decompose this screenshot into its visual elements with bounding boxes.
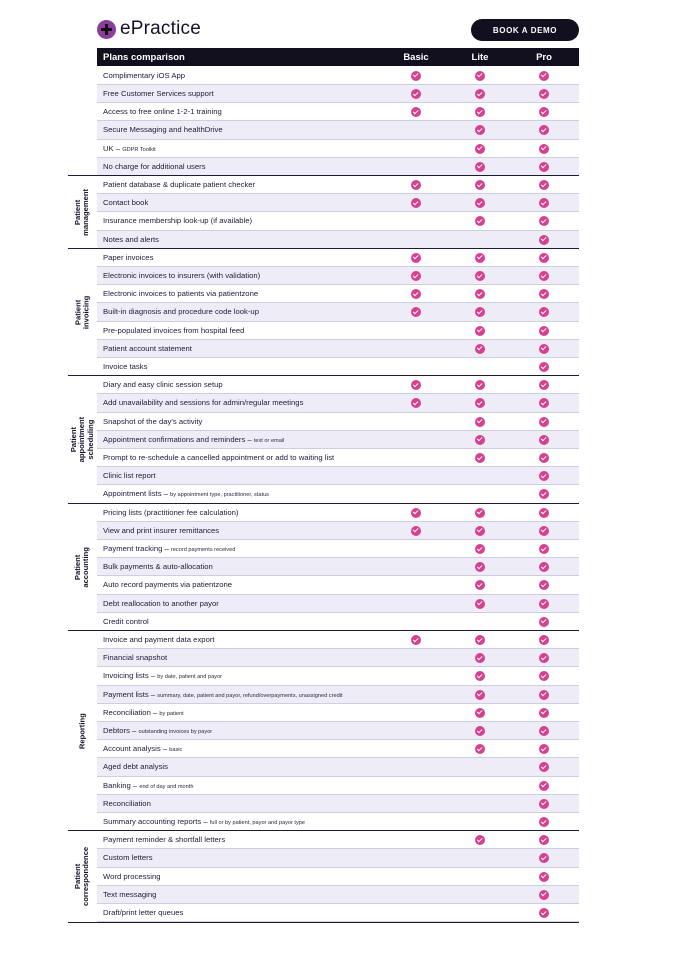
feature-label bbox=[103, 89, 214, 98]
check-icon-pro bbox=[539, 799, 549, 809]
feature-label bbox=[103, 380, 223, 389]
book-demo-button[interactable]: BOOK A DEMO bbox=[471, 19, 579, 41]
check-icon-lite bbox=[475, 162, 485, 172]
table-row bbox=[97, 413, 579, 431]
section-divider bbox=[68, 922, 579, 923]
feature-note: basic bbox=[169, 747, 183, 754]
check-icon-pro bbox=[539, 580, 549, 590]
check-icon-pro bbox=[539, 180, 549, 190]
check-icon-pro bbox=[539, 653, 549, 663]
check-icon-pro bbox=[539, 744, 549, 754]
feature-label bbox=[103, 671, 222, 680]
feature-label bbox=[103, 398, 303, 407]
check-icon-pro bbox=[539, 198, 549, 208]
check-icon-pro bbox=[539, 726, 549, 736]
check-icon-pro bbox=[539, 853, 549, 863]
feature-label bbox=[103, 253, 153, 262]
section-label bbox=[68, 376, 97, 503]
feature-label bbox=[103, 526, 219, 535]
table-row bbox=[97, 303, 579, 321]
feature-name: Debt reallocation to another payor bbox=[103, 598, 219, 608]
check-icon-pro bbox=[539, 671, 549, 681]
check-icon-pro bbox=[539, 562, 549, 572]
section-label-text: Patient accounting bbox=[73, 547, 91, 588]
feature-name: Appointment lists – bbox=[103, 489, 171, 499]
section-divider bbox=[68, 248, 579, 249]
check-icon-lite bbox=[475, 398, 485, 408]
feature-label bbox=[103, 435, 284, 444]
feature-name: UK – bbox=[103, 143, 123, 153]
check-icon-lite bbox=[475, 544, 485, 554]
feature-note: text or email bbox=[253, 437, 285, 444]
table-row bbox=[97, 886, 579, 904]
feature-label bbox=[103, 508, 238, 517]
feature-label bbox=[103, 544, 235, 553]
feature-label bbox=[103, 781, 193, 790]
feature-name: Invoicing lists – bbox=[103, 671, 158, 681]
check-icon-pro bbox=[539, 107, 549, 117]
table-row bbox=[97, 358, 579, 376]
section-label bbox=[68, 249, 97, 376]
feature-note: outstanding invoices by payor bbox=[138, 729, 213, 735]
feature-name: Financial snapshot bbox=[103, 653, 168, 663]
feature-name: Access to free online 1-2-1 training bbox=[103, 107, 222, 117]
check-icon-pro bbox=[539, 835, 549, 845]
feature-name: Free Customer Services support bbox=[103, 89, 214, 98]
table-row bbox=[97, 540, 579, 558]
check-icon-basic bbox=[411, 526, 421, 536]
check-icon-lite bbox=[475, 835, 485, 845]
feature-name: Diary and easy clinic session setup bbox=[103, 380, 223, 390]
table-row bbox=[97, 704, 579, 722]
feature-label bbox=[103, 71, 185, 80]
feature-name: Contact book bbox=[103, 198, 149, 208]
check-icon-lite bbox=[475, 144, 485, 154]
section-label-text: Patient appointment scheduling bbox=[68, 417, 95, 463]
table-row bbox=[97, 103, 579, 121]
feature-name: Banking – bbox=[103, 780, 140, 790]
table-row bbox=[97, 340, 579, 358]
check-icon-lite bbox=[475, 271, 485, 281]
check-icon-basic bbox=[411, 107, 421, 117]
table-row bbox=[97, 631, 579, 649]
feature-label bbox=[103, 180, 255, 189]
section-label-text: Reporting bbox=[77, 713, 87, 750]
check-icon-pro bbox=[539, 435, 549, 445]
feature-name: Debtors – bbox=[103, 726, 139, 735]
check-icon-basic bbox=[411, 180, 421, 190]
feature-name: Payment reminder & shortfall letters bbox=[103, 835, 226, 845]
feature-label bbox=[103, 289, 258, 298]
feature-label bbox=[103, 708, 184, 717]
table-row bbox=[97, 449, 579, 467]
feature-label bbox=[103, 580, 232, 589]
check-icon-pro bbox=[539, 235, 549, 245]
check-icon-pro bbox=[539, 71, 549, 81]
feature-label bbox=[103, 271, 260, 280]
table-row bbox=[97, 158, 579, 176]
check-icon-lite bbox=[475, 653, 485, 663]
check-icon-lite bbox=[475, 344, 485, 354]
check-icon-pro bbox=[539, 599, 549, 609]
table-row bbox=[97, 394, 579, 412]
check-icon-basic bbox=[411, 380, 421, 390]
check-icon-pro bbox=[539, 890, 549, 900]
feature-label bbox=[103, 344, 192, 353]
check-icon-pro bbox=[539, 417, 549, 427]
table-row bbox=[97, 485, 579, 503]
table-row bbox=[97, 813, 579, 831]
feature-name: Auto record payments via patientzone bbox=[103, 580, 233, 590]
feature-name: Aged debt analysis bbox=[103, 762, 168, 772]
feature-label bbox=[103, 326, 244, 335]
section-label-text: Patient invoicing bbox=[73, 295, 91, 330]
check-icon-lite bbox=[475, 125, 485, 135]
table-row bbox=[97, 67, 579, 85]
check-icon-lite bbox=[475, 435, 485, 445]
check-icon-basic bbox=[411, 398, 421, 408]
feature-label bbox=[103, 853, 153, 862]
table-row bbox=[97, 467, 579, 485]
feature-label bbox=[103, 617, 149, 626]
feature-label bbox=[103, 635, 215, 644]
check-icon-lite bbox=[475, 508, 485, 518]
table-row bbox=[97, 831, 579, 849]
table-row bbox=[97, 267, 579, 285]
feature-name: Credit control bbox=[103, 616, 149, 626]
table-row bbox=[97, 140, 579, 158]
check-icon-lite bbox=[475, 726, 485, 736]
check-icon-lite bbox=[475, 453, 485, 463]
table-row bbox=[97, 212, 579, 230]
table-row bbox=[97, 231, 579, 249]
table-title: Plans comparison bbox=[103, 52, 185, 63]
check-icon-lite bbox=[475, 380, 485, 390]
check-icon-basic bbox=[411, 508, 421, 518]
column-header-basic: Basic bbox=[403, 52, 429, 63]
table-row bbox=[97, 376, 579, 394]
feature-label bbox=[103, 489, 269, 498]
check-icon-pro bbox=[539, 289, 549, 299]
feature-label bbox=[103, 599, 219, 608]
table-row bbox=[97, 868, 579, 886]
feature-label bbox=[103, 799, 151, 808]
check-icon-pro bbox=[539, 453, 549, 463]
feature-label bbox=[103, 562, 213, 571]
section-label bbox=[68, 631, 97, 831]
plus-circle-logo-icon bbox=[97, 20, 116, 39]
feature-name: Built-in diagnosis and procedure code look-up bbox=[103, 307, 259, 317]
feature-note: full or by patient, payor and payor type bbox=[209, 820, 305, 826]
section-label bbox=[68, 831, 97, 922]
check-icon-lite bbox=[475, 708, 485, 718]
feature-name: Summary accounting reports – bbox=[103, 817, 210, 826]
table-row bbox=[97, 121, 579, 139]
section-label-text: Patient management bbox=[73, 188, 91, 236]
feature-name: Prompt to re-schedule a cancelled appointment or add to waiting list bbox=[103, 453, 335, 462]
table-row bbox=[97, 686, 579, 704]
check-icon-pro bbox=[539, 508, 549, 518]
feature-name: Add unavailability and sessions for admin/regular meetings bbox=[103, 398, 304, 408]
check-icon-lite bbox=[475, 671, 485, 681]
section-divider bbox=[68, 830, 579, 831]
check-icon-pro bbox=[539, 326, 549, 336]
check-icon-pro bbox=[539, 362, 549, 372]
table-row bbox=[97, 85, 579, 103]
feature-label bbox=[103, 362, 147, 371]
logo[interactable] bbox=[97, 18, 201, 40]
feature-label bbox=[103, 690, 342, 699]
section-label bbox=[68, 176, 97, 249]
check-icon-lite bbox=[475, 417, 485, 427]
table-row bbox=[97, 758, 579, 776]
check-icon-lite bbox=[475, 635, 485, 645]
check-icon-lite bbox=[475, 71, 485, 81]
check-icon-lite bbox=[475, 216, 485, 226]
check-icon-basic bbox=[411, 289, 421, 299]
feature-note: GDPR Toolkit bbox=[122, 146, 156, 153]
feature-label bbox=[103, 144, 156, 153]
feature-label bbox=[103, 872, 161, 881]
table-row bbox=[97, 595, 579, 613]
check-icon-pro bbox=[539, 781, 549, 791]
check-icon-basic bbox=[411, 271, 421, 281]
check-icon-pro bbox=[539, 144, 549, 154]
check-icon-pro bbox=[539, 125, 549, 135]
table-row bbox=[97, 777, 579, 795]
check-icon-lite bbox=[475, 198, 485, 208]
check-icon-lite bbox=[475, 580, 485, 590]
check-icon-lite bbox=[475, 526, 485, 536]
check-icon-pro bbox=[539, 89, 549, 99]
feature-name: No charge for additional users bbox=[103, 161, 206, 171]
feature-name: Text messaging bbox=[103, 889, 157, 899]
feature-label bbox=[103, 653, 167, 662]
feature-label bbox=[103, 744, 182, 753]
feature-note: by patient bbox=[159, 710, 184, 717]
feature-name: Patient account statement bbox=[103, 343, 192, 353]
check-icon-basic bbox=[411, 253, 421, 263]
feature-name: Word processing bbox=[103, 871, 161, 881]
feature-name: Patient database & duplicate patient checker bbox=[103, 180, 256, 189]
feature-name: Invoice tasks bbox=[103, 362, 148, 371]
check-icon-basic bbox=[411, 307, 421, 317]
feature-name: Notes and alerts bbox=[103, 234, 159, 244]
table-row bbox=[97, 849, 579, 867]
check-icon-basic bbox=[411, 635, 421, 645]
check-icon-pro bbox=[539, 635, 549, 645]
feature-name: Bulk payments & auto-allocation bbox=[103, 562, 213, 572]
feature-label bbox=[103, 162, 206, 171]
table-row bbox=[97, 740, 579, 758]
check-icon-lite bbox=[475, 307, 485, 317]
feature-name: Pricing lists (practitioner fee calculation) bbox=[103, 507, 239, 517]
feature-name: Electronic invoices to insurers (with validation) bbox=[103, 271, 261, 280]
table-row bbox=[97, 504, 579, 522]
check-icon-basic bbox=[411, 71, 421, 81]
check-icon-pro bbox=[539, 872, 549, 882]
check-icon-pro bbox=[539, 471, 549, 481]
check-icon-pro bbox=[539, 344, 549, 354]
column-header-pro: Pro bbox=[536, 52, 552, 63]
check-icon-lite bbox=[475, 599, 485, 609]
table-row bbox=[97, 558, 579, 576]
table-row bbox=[97, 285, 579, 303]
check-icon-pro bbox=[539, 489, 549, 499]
feature-name: Custom letters bbox=[103, 853, 153, 863]
feature-name: Clinic list report bbox=[103, 471, 156, 481]
feature-name: Payment tracking – bbox=[103, 544, 171, 553]
feature-name: Account analysis – bbox=[103, 744, 170, 754]
feature-label bbox=[103, 125, 223, 134]
feature-label bbox=[103, 908, 183, 917]
feature-name: Pre-populated invoices from hospital feed bbox=[103, 325, 245, 335]
check-icon-basic bbox=[411, 198, 421, 208]
check-icon-lite bbox=[475, 326, 485, 336]
table-row bbox=[97, 522, 579, 540]
check-icon-pro bbox=[539, 762, 549, 772]
column-header-lite: Lite bbox=[471, 52, 489, 63]
table-row bbox=[97, 194, 579, 212]
table-row bbox=[97, 576, 579, 594]
table-row bbox=[97, 176, 579, 194]
feature-label bbox=[103, 726, 212, 735]
feature-note: record payments received bbox=[170, 547, 236, 553]
table-row bbox=[97, 613, 579, 631]
feature-note: by date, patient and payor bbox=[157, 674, 222, 681]
feature-name: Reconciliation – bbox=[103, 707, 160, 717]
section-divider bbox=[68, 630, 579, 631]
check-icon-pro bbox=[539, 708, 549, 718]
feature-name: Paper invoices bbox=[103, 252, 154, 262]
check-icon-lite bbox=[475, 744, 485, 754]
feature-label bbox=[103, 890, 156, 899]
check-icon-lite bbox=[475, 562, 485, 572]
check-icon-pro bbox=[539, 162, 549, 172]
feature-label bbox=[103, 817, 305, 826]
section-divider bbox=[68, 175, 579, 176]
section-label bbox=[68, 504, 97, 631]
check-icon-pro bbox=[539, 253, 549, 263]
check-icon-pro bbox=[539, 271, 549, 281]
feature-label bbox=[103, 107, 222, 116]
check-icon-pro bbox=[539, 398, 549, 408]
section-divider bbox=[68, 375, 579, 376]
table-row bbox=[97, 649, 579, 667]
check-icon-lite bbox=[475, 289, 485, 299]
check-icon-lite bbox=[475, 690, 485, 700]
feature-name: Payment lists – bbox=[103, 689, 158, 699]
feature-label bbox=[103, 198, 148, 207]
check-icon-lite bbox=[475, 89, 485, 99]
feature-name: Electronic invoices to patients via patientzone bbox=[103, 289, 259, 299]
feature-name: Insurance membership look-up (if available) bbox=[103, 216, 253, 226]
check-icon-lite bbox=[475, 107, 485, 117]
feature-label bbox=[103, 762, 168, 771]
check-icon-pro bbox=[539, 380, 549, 390]
feature-note: end of day and month bbox=[139, 783, 194, 790]
logo-text: ePractice bbox=[120, 18, 202, 39]
feature-name: Secure Messaging and healthDrive bbox=[103, 125, 223, 135]
feature-name: Appointment confirmations and reminders – bbox=[103, 434, 254, 444]
check-icon-pro bbox=[539, 617, 549, 627]
section-label-text: Patient correspondence bbox=[73, 847, 91, 907]
feature-label bbox=[103, 216, 252, 225]
check-icon-pro bbox=[539, 307, 549, 317]
table-row bbox=[97, 667, 579, 685]
feature-label bbox=[103, 471, 156, 480]
feature-name: Complimentary iOS App bbox=[103, 70, 186, 80]
table-row bbox=[97, 795, 579, 813]
check-icon-pro bbox=[539, 908, 549, 918]
table-header bbox=[97, 48, 579, 66]
feature-name: Reconciliation bbox=[103, 798, 151, 808]
check-icon-pro bbox=[539, 817, 549, 827]
check-icon-pro bbox=[539, 216, 549, 226]
feature-note: summary, date, patient and payor, refund/overpayments, unassigned credit bbox=[157, 692, 343, 699]
table-row bbox=[97, 322, 579, 340]
check-icon-lite bbox=[475, 180, 485, 190]
feature-note: by appointment type, practitioner, status bbox=[170, 492, 269, 499]
check-icon-pro bbox=[539, 544, 549, 554]
table-row bbox=[97, 722, 579, 740]
check-icon-basic bbox=[411, 89, 421, 99]
feature-name: Invoice and payment data export bbox=[103, 635, 215, 644]
check-icon-pro bbox=[539, 690, 549, 700]
feature-label bbox=[103, 235, 159, 244]
feature-name: View and print insurer remittances bbox=[103, 525, 220, 535]
feature-name: Snapshot of the day's activity bbox=[103, 416, 203, 426]
check-icon-lite bbox=[475, 253, 485, 263]
table-row bbox=[97, 431, 579, 449]
section-divider bbox=[68, 503, 579, 504]
table-row bbox=[97, 904, 579, 922]
feature-label bbox=[103, 453, 334, 462]
feature-label bbox=[103, 307, 259, 316]
feature-label bbox=[103, 417, 202, 426]
check-icon-pro bbox=[539, 526, 549, 536]
feature-label bbox=[103, 835, 225, 844]
table-row bbox=[97, 249, 579, 267]
feature-name: Draft/print letter queues bbox=[103, 908, 184, 917]
